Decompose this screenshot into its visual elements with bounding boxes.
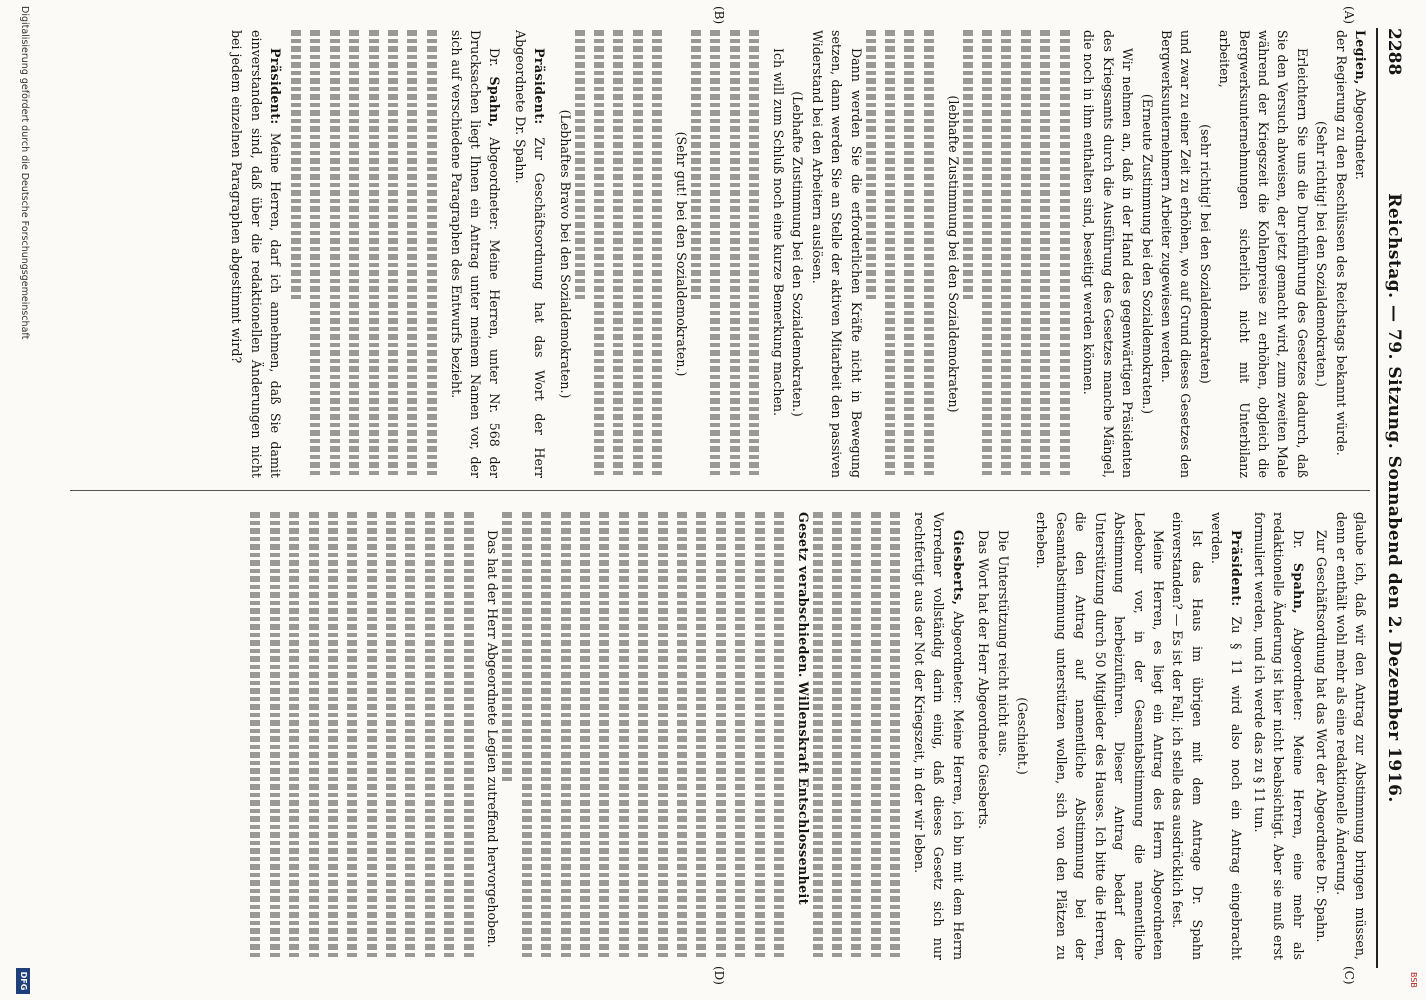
margin-mark-b: (B) [712, 6, 726, 25]
digitization-credit: Digitalisierung gefördert durch die Deutsche Forschungsgemeinschaft [19, 6, 30, 340]
speaker-prefix: Dr. [1290, 530, 1306, 549]
text-line [652, 30, 662, 478]
text-line [310, 30, 320, 478]
speaker-prefix: Dr. [487, 48, 503, 67]
text-lines [963, 30, 1070, 478]
text-line [730, 30, 740, 478]
speaker-name: Präsident: [532, 48, 548, 125]
paragraph: Dann werden Sie die erforderlichen Kräfte nicht in Bewegung setzen, dann werden Sie an Stelle der aktiven Mitarbeit den passiven Widerstand bei den Arbeitern auslösen. [809, 30, 864, 478]
text-line [270, 512, 280, 960]
speech-text: Zur Geschäftsordnung hat das Wort der Herr Abgeordnete Dr. Spahn. [512, 30, 548, 478]
paragraph [1250, 512, 1308, 960]
text-line [599, 512, 609, 960]
interjection: (Sehr gut! bei den Sozialdemokraten.) [674, 131, 689, 377]
text-lines [866, 30, 934, 478]
library-stamp: BSB [1409, 972, 1418, 988]
text-line [388, 30, 398, 478]
paragraph: Erleichtern Sie uns die Durchführung des Gesetzes dadurch, daß Sie den Versuch abweisen, der jetzt gemacht wird, zum zweiten Male während der Kriegszeit die Kohlenpreise zu erhöhen, obgleich die Bergwerksunternehmungen sicherlich nicht mit Unterbilanz arbeiten, [1217, 30, 1310, 478]
text-line [735, 512, 745, 960]
text-line [594, 30, 604, 478]
left-column [60, 30, 1370, 478]
margin-mark-d: (D) [712, 966, 726, 985]
text-line [710, 30, 720, 478]
text-line [309, 512, 319, 960]
text-line [575, 30, 585, 299]
text-lines [575, 30, 663, 478]
paragraph: Meine Herren, es liegt ein Antrag des Herrn Abgeordneten Ledebour vor, in der Gesamtabstimmung die namentliche Abstimmung herbeizuführen. Dieser Antrag bedarf der Unterstützung durch 50 Mitglieder des Hauses. Ich bitte die Herren, die den Antrag auf namentliche Abstimmung bei der Gesamtabstimmung unterstützen wollen, sich von den Plätzen zu erheben. [1034, 512, 1166, 960]
text-line [982, 30, 992, 478]
text-lines [291, 30, 437, 478]
speech-text: Abgeordneter: Meine Herren, ich bin mit dem Herrn Vorredner vollständig darin einig, daß dieses Gesetz sich nur rechtfertigt aus der Not der Kriegszeit, in der wir leben. [912, 512, 966, 960]
text-line [464, 512, 474, 960]
text-line [522, 512, 532, 960]
speaker-name: Präsident: [1228, 530, 1244, 607]
paragraph: Die Unterstützung reicht nicht aus. [995, 530, 1011, 757]
text-line [755, 512, 765, 960]
text-line [328, 512, 338, 960]
text-line [444, 512, 454, 960]
text-lines [691, 30, 759, 478]
text-line [963, 30, 973, 299]
margin-mark-a: (A) [1342, 6, 1356, 25]
text-line [250, 512, 260, 960]
text-lines [250, 512, 473, 960]
paragraph: Das hat der Herr Abgeordnete Legien zutreffend hervorgehoben. [485, 530, 501, 948]
text-line [347, 512, 357, 960]
text-line [658, 512, 668, 960]
text-line [405, 512, 415, 960]
interjection: (Geschieht.) [1015, 697, 1031, 775]
text-line [1001, 30, 1011, 478]
text-line [502, 512, 512, 781]
paragraph: der Regierung zu den Beschlüssen des Reichstags bekannt würde. [1333, 30, 1349, 456]
text-line [369, 30, 379, 478]
interjection: (lebhafte Zustimmung bei den Sozialdemokraten) [945, 95, 961, 413]
text-line [1040, 30, 1050, 478]
paragraph: glaube ich, daß wir den Antrag zur Abstimmung bringen müssen, denn er enthält wohl mehr als eine redaktionelle Änderung. [1333, 512, 1368, 960]
right-column [60, 512, 1370, 960]
text-line [1060, 30, 1070, 478]
text-line [330, 30, 340, 478]
page-title: Reichstag. — 79. Sitzung. Sonnabend den 2. Dezember 1916. [1384, 193, 1404, 803]
margin-mark-c: (C) [1342, 966, 1356, 985]
text-line [289, 512, 299, 960]
interjection: (Sehr richtig! bei den Sozialdemokraten.) [1314, 121, 1330, 387]
text-line [813, 512, 823, 960]
text-line [407, 30, 417, 478]
interjection: (Lebhafte Zustimmung bei den Sozialdemokraten.) [790, 91, 806, 417]
speaker-name: Präsident: [268, 48, 284, 125]
speech-text: Zu § 11 wird also noch ein Antrag eingebracht werden. [1209, 512, 1244, 960]
speaker-name: Legien, [1353, 30, 1368, 85]
text-line [696, 512, 706, 960]
text-line [367, 512, 377, 960]
text-line [716, 512, 726, 960]
text-line [1021, 30, 1031, 478]
paragraph [446, 30, 504, 478]
page-number: 2288 [1384, 28, 1404, 76]
text-line [386, 512, 396, 960]
speech-text: Abgeordneter: Meine Herren, eine mehr als redaktionelle Änderung ist hier nicht beabsichtigt. Aber sie muß erst formuliert werden, und ich werde das zu § 11 tun. [1251, 512, 1306, 960]
text-line [561, 512, 571, 960]
paragraph [910, 512, 968, 960]
emphasis-text: Gesetz verabschieden. [795, 512, 811, 678]
paragraph [1351, 30, 1370, 478]
emphasis-text: Entschlossenheit [795, 777, 811, 905]
text-line [613, 30, 623, 478]
paragraph [1207, 512, 1246, 960]
page-header [1378, 28, 1406, 968]
paragraph [510, 30, 549, 478]
text-line [580, 512, 590, 960]
paragraph: Das Wort hat der Herr Abgeordnete Giesberts. [976, 530, 992, 830]
text-line [890, 512, 900, 960]
text-line [851, 512, 861, 960]
speech-text: Abgeordneter: Meine Herren, unter Nr. 568 der Drucksachen liegt Ihnen ein Antrag unter meinem Namen vor, der sich auf verschiedene Paragraphen des Entwurfs bezieht. [448, 30, 503, 478]
interjection: (sehr richtig! bei den Sozialdemokraten) [1197, 124, 1213, 384]
interjection: (Lebhaftes Bravo bei den Sozialdemokraten.) [557, 109, 573, 399]
paragraph: und zwar zu einer Zeit zu erhöhen, wo auf Grund dieses Gesetzes den Bergwerksunternehmern Arbeiter zugewiesen werden. [1158, 30, 1194, 478]
text-line [677, 512, 687, 960]
text-line [871, 512, 881, 960]
paragraph: Zur Geschäftsordnung hat das Wort der Abgeordnete Dr. Spahn. [1314, 530, 1330, 943]
text-line [924, 30, 934, 478]
paragraph [227, 30, 285, 478]
text-line [691, 30, 701, 299]
interjection: (Erneute Zustimmung bei den Sozialdemokraten.) [1139, 93, 1155, 415]
text-lines [813, 512, 901, 960]
text-line [541, 512, 551, 960]
text-line [904, 30, 914, 478]
speaker-name: Giesberts, [950, 530, 966, 606]
paragraph [793, 512, 812, 960]
emphasis-text: Willenskraft [795, 681, 811, 774]
text-line [832, 512, 842, 960]
text-line [427, 30, 437, 478]
speaker-role: Abgeordneter. [1353, 88, 1368, 180]
header-rule [1376, 28, 1378, 968]
text-line [866, 30, 876, 299]
paragraph: Wir nehmen an, daß in der Hand des gegenwärtigen Präsidenten des Kriegsamts durch die Ausführung des Gesetzes manche Mängel, die noch in ihm enthalten sind, beseitigt werden können. [1081, 30, 1136, 478]
text-line [774, 512, 784, 960]
paragraph: Ich will zum Schluß noch eine kurze Bemerkung machen. [770, 48, 786, 417]
text-line [749, 30, 759, 478]
text-line [638, 512, 648, 960]
text-line [633, 30, 643, 478]
text-line [291, 30, 301, 299]
paragraph: Ist das Haus im übrigen mit dem Antrage Dr. Spahn einverstanden? — Es ist der Fall; ich stelle das ausdrücklich fest. [1170, 512, 1205, 960]
text-line [349, 30, 359, 478]
speaker-name: Spahn, [487, 76, 503, 128]
text-lines [502, 512, 783, 960]
speaker-name: Spahn, [1290, 562, 1306, 615]
dfg-logo: DFG [16, 968, 30, 994]
text-line [425, 512, 435, 960]
speech-text: Meine Herren, darf ich annehmen, daß Sie damit einverstanden sind, daß über die redaktionellen Änderungen nicht bei jedem einzelnen Paragraphen abgestimmt wird? [229, 30, 284, 478]
text-line [619, 512, 629, 960]
column-divider [70, 490, 1370, 491]
text-line [885, 30, 895, 478]
